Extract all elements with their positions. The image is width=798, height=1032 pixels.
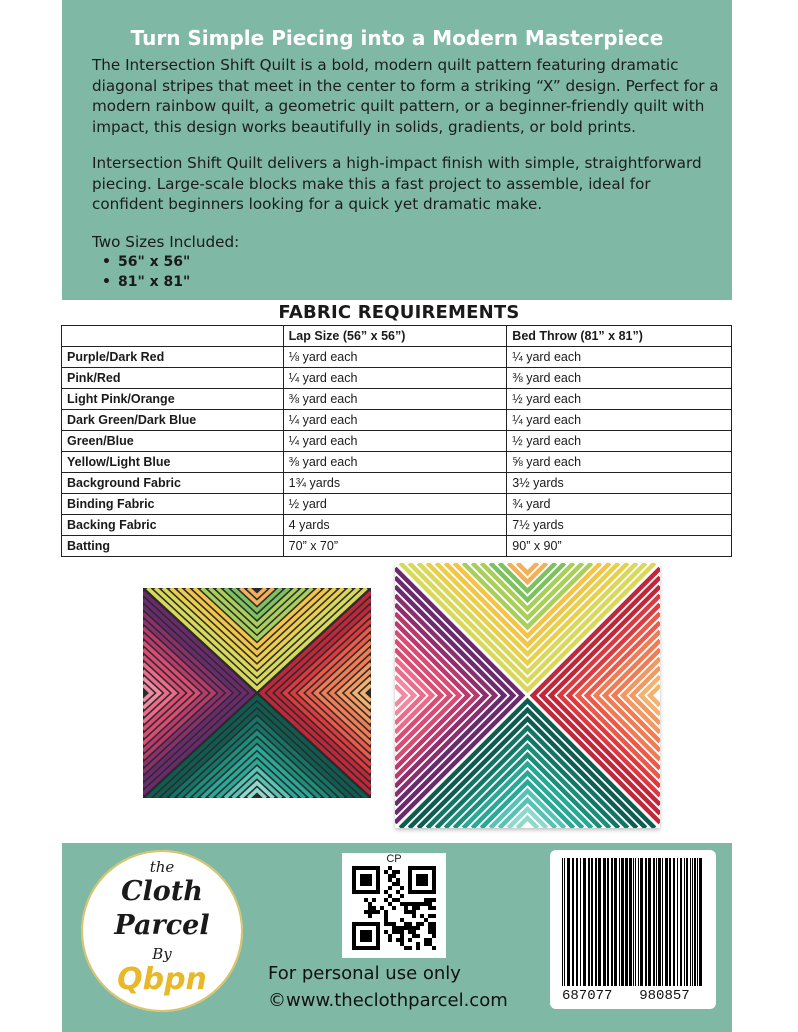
fabric-name-cell: Dark Green/Dark Blue — [62, 410, 284, 431]
qr-module — [396, 882, 400, 886]
qr-module — [404, 922, 408, 926]
lap-size-cell: 4 yards — [283, 515, 507, 536]
table-row — [62, 389, 732, 410]
qr-module — [408, 902, 412, 906]
barcode-bar — [619, 858, 620, 986]
barcode-bar — [595, 858, 597, 986]
lap-size-cell: ⅜ yard each — [283, 452, 507, 473]
bed-throw-cell: 3½ yards — [507, 473, 732, 494]
qr-module — [412, 926, 416, 930]
qr-module — [432, 898, 436, 902]
barcode-bar — [645, 858, 647, 986]
panel-title: Turn Simple Piecing into a Modern Masterpiece — [130, 26, 664, 50]
qr-module — [432, 914, 436, 918]
qr-module — [388, 922, 392, 926]
fabric-name-cell: Yellow/Light Blue — [62, 452, 284, 473]
quilt-preview-light — [395, 563, 660, 828]
qr-module — [424, 938, 428, 942]
barcode-bar — [629, 858, 632, 986]
barcode-bar — [665, 858, 668, 986]
qr-module — [432, 930, 436, 934]
barcode-bar — [603, 858, 606, 986]
lap-size-cell: ¼ yard each — [283, 368, 507, 389]
table-row — [62, 536, 732, 557]
qr-module — [372, 898, 376, 902]
qr-module — [392, 870, 396, 874]
barcode-bar — [699, 858, 702, 986]
qr-module — [392, 926, 396, 930]
qr-module — [424, 898, 428, 902]
barcode-bar — [656, 858, 657, 986]
qr-module — [400, 886, 404, 890]
logo-text: Qbpn — [117, 962, 207, 997]
barcode-bar — [562, 858, 563, 986]
qr-module — [384, 890, 388, 894]
qr-module — [372, 906, 376, 910]
qr-module — [388, 894, 392, 898]
qr-module — [400, 942, 404, 946]
lap-size-cell: ½ yard — [283, 494, 507, 515]
fabric-requirements-title: FABRIC REQUIREMENTS — [278, 302, 520, 323]
table-row — [62, 431, 732, 452]
lap-size-cell: ¼ yard each — [283, 410, 507, 431]
qr-module — [416, 934, 420, 938]
qr-module — [408, 930, 412, 934]
qr-module — [412, 902, 416, 906]
column-header: Lap Size (56” x 56”) — [283, 326, 507, 347]
table-row — [62, 473, 732, 494]
bed-throw-cell: ½ yard each — [507, 389, 732, 410]
qr-module — [384, 898, 388, 902]
qr-module — [428, 938, 432, 942]
barcode-bar — [673, 858, 675, 986]
website-link[interactable]: ©www.theclothparcel.com — [268, 990, 508, 1011]
qr-module — [392, 906, 396, 910]
qr-module — [424, 902, 428, 906]
qr-module — [408, 946, 412, 950]
qr-module — [428, 926, 432, 930]
barcode-bar — [686, 858, 688, 986]
qr-module — [360, 930, 372, 942]
table-row — [62, 515, 732, 536]
qr-module — [364, 898, 368, 902]
barcode-bar — [598, 858, 601, 986]
qr-module — [408, 922, 412, 926]
bed-throw-cell: 7½ yards — [507, 515, 732, 536]
qr-module — [368, 910, 372, 914]
barcode — [550, 850, 716, 1009]
bed-throw-cell: ½ yard each — [507, 431, 732, 452]
qr-module — [432, 906, 436, 910]
qr-module — [384, 910, 388, 914]
cloth-parcel-logo — [81, 850, 243, 1012]
barcode-bar — [638, 858, 639, 986]
qr-module — [428, 930, 432, 934]
barcode-bar — [662, 858, 663, 986]
qr-code[interactable] — [342, 853, 446, 958]
qr-module — [392, 922, 396, 926]
qr-module — [432, 926, 436, 930]
qr-module — [428, 942, 432, 946]
qr-module — [408, 926, 412, 930]
size-item: • 56" x 56" — [92, 252, 190, 272]
barcode-bar — [576, 858, 578, 986]
qr-module — [428, 906, 432, 910]
barcode-number-right: 980857 — [639, 988, 690, 1004]
table-row — [62, 410, 732, 431]
qr-module — [384, 922, 388, 926]
qr-module — [376, 910, 380, 914]
lap-size-cell: ⅜ yard each — [283, 389, 507, 410]
barcode-bar — [583, 858, 586, 986]
qr-module — [420, 922, 424, 926]
qr-module — [408, 938, 412, 942]
qr-module — [428, 898, 432, 902]
qr-module — [400, 902, 404, 906]
description-paragraph-1: The Intersection Shift Quilt is a bold, modern quilt pattern featuring dramatic diagonal stripes that meet in the center to form a striking “X” design. Perfect for a modern rainbow quilt, a geometric quilt pattern, or a beginner-friendly quilt with impact, this design works beautifully in solids, gradients, or bold prints. — [92, 56, 719, 136]
qr-module — [388, 866, 392, 870]
fabric-name-cell: Purple/Dark Red — [62, 347, 284, 368]
barcode-bar — [690, 858, 691, 986]
description-paragraph-2: Intersection Shift Quilt delivers a high-impact finish with simple, straightforward piecing. Large-scale blocks make this a fast project to assemble, ideal for confident beginners looking for a quick yet dramatic make. — [92, 154, 702, 213]
qr-module — [424, 918, 428, 922]
barcode-bar — [564, 858, 565, 986]
lap-size-cell: ⅛ yard each — [283, 347, 507, 368]
table-body — [62, 347, 732, 557]
qr-module — [368, 906, 372, 910]
barcode-bar — [680, 858, 682, 986]
qr-module — [404, 910, 408, 914]
bed-throw-cell: 90” x 90” — [507, 536, 732, 557]
qr-module — [412, 930, 416, 934]
barcode-bar — [677, 858, 678, 986]
barcode-bar — [580, 858, 581, 986]
barcode-bar — [607, 858, 609, 986]
barcode-number-left: 687077 — [562, 988, 613, 1004]
logo-text: By — [152, 945, 172, 963]
qr-module — [392, 874, 396, 878]
qr-module — [412, 914, 416, 918]
qr-module — [416, 906, 420, 910]
qr-module — [396, 890, 400, 894]
barcode-bar — [567, 858, 570, 986]
qr-module — [368, 902, 372, 906]
qr-module — [388, 934, 392, 938]
qr-module — [388, 886, 392, 890]
bed-throw-cell: ⅝ yard each — [507, 452, 732, 473]
qr-module — [416, 926, 420, 930]
logo-text: Parcel — [114, 910, 210, 941]
logo-text: Cloth — [121, 876, 203, 907]
barcode-bar — [640, 858, 643, 986]
fabric-name-cell: Batting — [62, 536, 284, 557]
fabric-name-cell: Pink/Red — [62, 368, 284, 389]
qr-module — [392, 898, 396, 902]
barcode-bar — [621, 858, 624, 986]
qr-module — [416, 902, 420, 906]
qr-module — [384, 870, 388, 874]
barcode-bar — [669, 858, 671, 986]
qr-module — [364, 910, 368, 914]
barcode-bar — [648, 858, 651, 986]
barcode-bar — [572, 858, 574, 986]
barcode-bar — [653, 858, 655, 986]
barcode-numbers — [562, 988, 690, 1004]
qr-module — [360, 874, 372, 886]
qr-module — [420, 914, 424, 918]
qr-module — [396, 938, 400, 942]
barcode-bar — [591, 858, 593, 986]
personal-use-text: For personal use only — [268, 963, 461, 984]
qr-module — [400, 930, 404, 934]
qr-module — [396, 878, 400, 882]
qr-module — [416, 922, 420, 926]
qr-module — [404, 906, 408, 910]
qr-module — [416, 942, 420, 946]
bed-throw-cell: ¾ yard — [507, 494, 732, 515]
qr-module — [428, 914, 432, 918]
qr-module — [412, 934, 416, 938]
sizes-list — [92, 252, 190, 292]
description-panel — [62, 0, 732, 300]
qr-module — [412, 906, 416, 910]
lap-size-cell: 70” x 70” — [283, 536, 507, 557]
table-header-row — [62, 326, 732, 347]
usage-note — [268, 960, 508, 1014]
barcode-bar — [635, 858, 636, 986]
table-row — [62, 347, 732, 368]
qr-module — [400, 934, 404, 938]
column-header: Bed Throw (81” x 81”) — [507, 326, 732, 347]
barcode-icon — [562, 858, 704, 988]
qr-module — [404, 926, 408, 930]
lap-size-cell: ¼ yard each — [283, 431, 507, 452]
qr-module — [392, 930, 396, 934]
fabric-name-cell: Green/Blue — [62, 431, 284, 452]
table-row — [62, 494, 732, 515]
column-header — [62, 326, 284, 347]
qr-module — [396, 930, 400, 934]
qr-module — [400, 926, 404, 930]
qr-module — [416, 946, 420, 950]
qr-label: CP — [386, 853, 402, 865]
qr-module — [384, 930, 388, 934]
barcode-bar — [658, 858, 661, 986]
barcode-bar — [588, 858, 590, 986]
qr-module — [396, 898, 400, 902]
qr-module — [420, 902, 424, 906]
barcode-bar — [697, 858, 698, 986]
barcode-bar — [633, 858, 634, 986]
bed-throw-cell: ¼ yard each — [507, 347, 732, 368]
qr-module — [368, 914, 372, 918]
barcode-bar — [614, 858, 617, 986]
qr-code-icon — [352, 866, 436, 950]
fabric-name-cell: Binding Fabric — [62, 494, 284, 515]
barcode-bar — [625, 858, 628, 986]
barcode-bar — [694, 858, 696, 986]
qr-module — [388, 878, 392, 882]
qr-module — [416, 874, 428, 886]
qr-module — [432, 922, 436, 926]
size-item: • 81" x 81" — [92, 272, 190, 292]
qr-module — [432, 946, 436, 950]
bed-throw-cell: ⅜ yard each — [507, 368, 732, 389]
qr-module — [388, 902, 392, 906]
qr-module — [384, 914, 388, 918]
qr-module — [400, 918, 404, 922]
sizes-label: Two Sizes Included: — [92, 233, 240, 251]
fabric-requirements-table — [61, 325, 732, 557]
fabric-name-cell: Backing Fabric — [62, 515, 284, 536]
bed-throw-cell: ¼ yard each — [507, 410, 732, 431]
barcode-bar — [684, 858, 685, 986]
quilt-preview-dark — [143, 588, 371, 798]
qr-module — [404, 946, 408, 950]
qr-module — [392, 882, 396, 886]
qr-module — [372, 910, 376, 914]
barcode-bar — [611, 858, 613, 986]
qr-module — [428, 922, 432, 926]
qr-module — [384, 918, 388, 922]
qr-module — [396, 926, 400, 930]
qr-module — [400, 894, 404, 898]
qr-module — [408, 910, 412, 914]
qr-module — [388, 938, 392, 942]
qr-module — [388, 874, 392, 878]
qr-module — [428, 902, 432, 906]
qr-module — [380, 906, 384, 910]
fabric-name-cell: Light Pink/Orange — [62, 389, 284, 410]
table-row — [62, 368, 732, 389]
lap-size-cell: 1¾ yards — [283, 473, 507, 494]
qr-module — [424, 942, 428, 946]
fabric-name-cell: Background Fabric — [62, 473, 284, 494]
qr-module — [404, 902, 408, 906]
table-row — [62, 452, 732, 473]
qr-module — [432, 934, 436, 938]
logo-text: the — [149, 858, 175, 876]
qr-module — [412, 910, 416, 914]
qr-module — [396, 870, 400, 874]
barcode-bar — [692, 858, 693, 986]
qr-module — [400, 938, 404, 942]
